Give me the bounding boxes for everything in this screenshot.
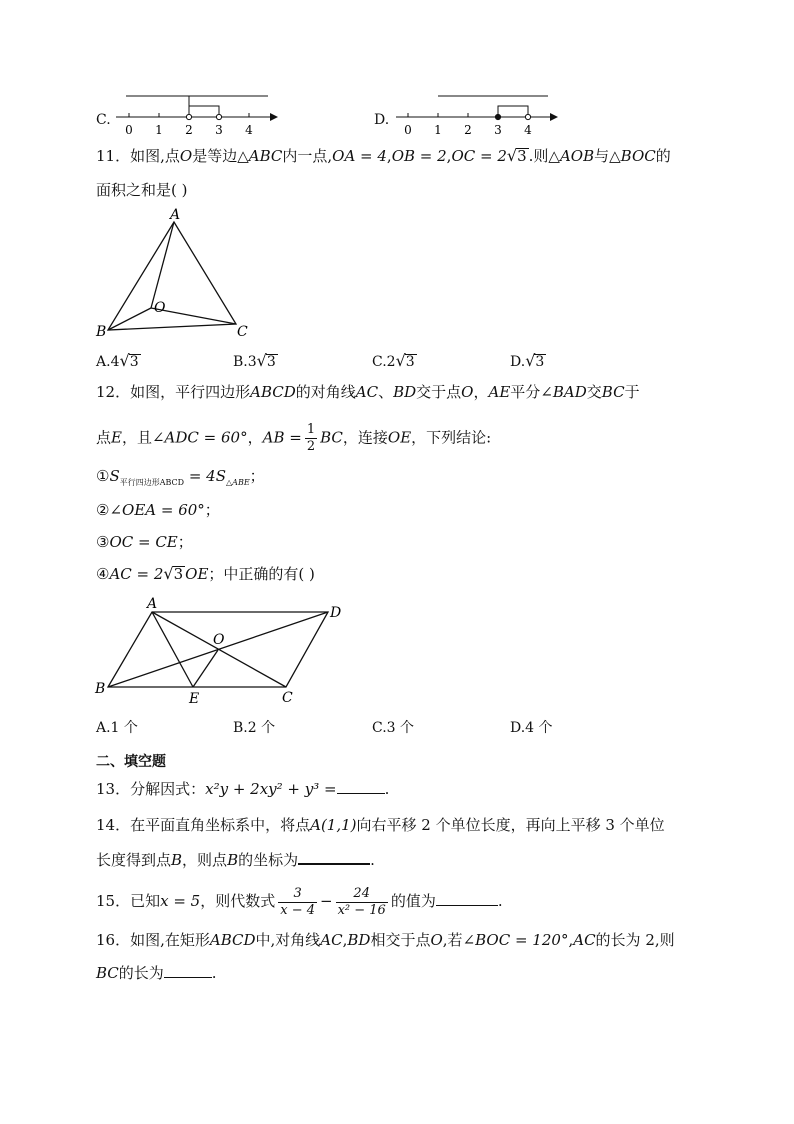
q14-number: 14． bbox=[96, 816, 131, 834]
q15-number: 15． bbox=[96, 892, 131, 910]
option-radicand: 3 bbox=[129, 354, 139, 370]
q16-text: 中,对角线 bbox=[255, 931, 321, 949]
tick-label: 1 bbox=[434, 123, 442, 137]
segment-ae: AE bbox=[488, 383, 511, 401]
q16-line1 bbox=[96, 930, 675, 950]
q15-text: 的值为 bbox=[390, 892, 436, 910]
q14-text: 的坐标为 bbox=[238, 851, 299, 869]
q12-conclusion-2 bbox=[96, 500, 220, 520]
point-b: B bbox=[227, 851, 239, 869]
punct: . bbox=[497, 892, 503, 910]
answer-blank[interactable] bbox=[436, 891, 498, 906]
q16-text: 如图,在矩形 bbox=[130, 931, 210, 949]
option-radicand: 3 bbox=[405, 354, 415, 370]
q12-option-b[interactable]: B.2 个 bbox=[233, 720, 276, 736]
q14-text: 向右平移 2 个单位长度，再向上平移 3 个单位 bbox=[356, 816, 665, 834]
q14-line2 bbox=[96, 849, 375, 870]
q12-figure bbox=[92, 595, 362, 707]
minus-sign: − bbox=[320, 892, 333, 910]
q12-text: 于 bbox=[624, 383, 640, 401]
answer-blank[interactable] bbox=[337, 779, 385, 794]
q12-conclusion-4: ④AC = 2√3 OE；中正确的有( ) bbox=[96, 564, 315, 583]
eq-oa: OA = 4 bbox=[332, 147, 387, 165]
numberline-d-label: D. bbox=[374, 112, 390, 128]
q12-line1 bbox=[96, 382, 640, 402]
angle-bad: ∠BAD bbox=[540, 383, 587, 401]
q11-text: .则 bbox=[528, 147, 549, 165]
q16-text: 相交于点 bbox=[370, 931, 431, 949]
vertex-c: C bbox=[282, 690, 293, 706]
oc-radicand: 3 bbox=[517, 147, 527, 165]
q13-expression: x²y + 2xy² + y³ = bbox=[205, 780, 337, 798]
q16-text: 的长为 2,则 bbox=[595, 931, 675, 949]
eq-ab: AB = bbox=[262, 428, 302, 447]
area-eq: = 4S bbox=[184, 467, 227, 485]
q11-option-a[interactable]: A.4√3 bbox=[96, 351, 139, 370]
q13-text: 分解因式： bbox=[130, 780, 206, 798]
q11-number: 11． bbox=[96, 147, 131, 165]
segment-ac: AC bbox=[355, 383, 379, 401]
eq-oc: OC = 2 bbox=[451, 147, 507, 165]
point-o: O bbox=[461, 383, 474, 401]
q14-line1 bbox=[96, 815, 665, 835]
q11-text: 的 bbox=[655, 147, 671, 165]
conclusion-text: AC = 2 bbox=[109, 565, 164, 583]
q12-prompt: ；中正确的有( ) bbox=[208, 565, 315, 583]
fraction-1: $\frac{3}{x - 4}$ bbox=[280, 885, 315, 918]
option-coef: 3 bbox=[247, 354, 257, 370]
q12-option-c[interactable]: C.3 个 bbox=[372, 720, 415, 736]
q12-text: 交于点 bbox=[416, 383, 462, 401]
punct: , bbox=[342, 931, 348, 949]
q12-text: ，且 bbox=[121, 428, 152, 447]
tick-label: 4 bbox=[524, 123, 532, 137]
q11-line2: 面积之和是( ) bbox=[96, 181, 188, 199]
q11-option-c[interactable]: C.2√3 bbox=[372, 351, 415, 370]
answer-blank[interactable] bbox=[164, 963, 212, 978]
q15-text: 已知 bbox=[130, 892, 161, 910]
vertex-b: B bbox=[95, 681, 106, 697]
q14-text: 在平面直角坐标系中，将点 bbox=[130, 816, 311, 834]
section-heading: 二、填空题 bbox=[96, 754, 166, 770]
option-coef: 4 bbox=[110, 354, 120, 370]
conclusion-text: ∠OEA = 60° bbox=[109, 501, 205, 519]
q12-option-d[interactable]: D.4 个 bbox=[510, 720, 553, 736]
numberline-d bbox=[374, 88, 564, 140]
tick-label: 1 bbox=[155, 123, 163, 137]
fraction-2: $\frac{24}{\text{x² − 16}}$ bbox=[337, 885, 386, 918]
punct: ； bbox=[204, 501, 220, 519]
vertex-a: A bbox=[170, 207, 181, 223]
segment-bd: BD bbox=[347, 931, 371, 949]
q12-number: 12． bbox=[96, 383, 131, 401]
answer-blank[interactable] bbox=[298, 849, 370, 865]
q11-text: 与 bbox=[594, 147, 610, 165]
numberline-d-graph bbox=[374, 88, 564, 140]
area-subscript: △ABE bbox=[226, 478, 250, 487]
punct: ； bbox=[177, 533, 193, 551]
segment-bd: BD bbox=[393, 383, 417, 401]
point-e: E bbox=[111, 428, 122, 447]
q12-text: 、 bbox=[378, 383, 394, 401]
q16-line2 bbox=[96, 963, 217, 983]
punct: . bbox=[384, 780, 390, 798]
point-o: O bbox=[430, 931, 443, 949]
q12-text: 平分 bbox=[510, 383, 541, 401]
punct: ； bbox=[249, 467, 265, 485]
segment-oe: OE bbox=[387, 428, 412, 447]
segment-bc: BC bbox=[320, 428, 343, 447]
option-radicand: 3 bbox=[266, 354, 276, 370]
parallelogram-abcd: ABCD bbox=[250, 383, 296, 401]
q12-text: 的对角线 bbox=[295, 383, 356, 401]
q16-text: 的长为 bbox=[118, 964, 164, 982]
q11-figure bbox=[92, 205, 262, 340]
segment-oe: OE bbox=[185, 565, 209, 583]
conclusion-text: OC = CE bbox=[109, 533, 178, 551]
tick-label: 4 bbox=[245, 123, 253, 137]
triangle-abc: △ABC bbox=[237, 147, 283, 165]
eq-ob: OB = 2 bbox=[391, 147, 447, 165]
q13-line bbox=[96, 779, 389, 799]
tick-label: 3 bbox=[215, 123, 223, 137]
vertex-a: A bbox=[147, 596, 158, 612]
q16-number: 16． bbox=[96, 931, 131, 949]
q11-text: 内一点, bbox=[282, 147, 333, 165]
option-coef: 2 bbox=[386, 354, 396, 370]
q14-text: ，则点 bbox=[182, 851, 228, 869]
numberline-c-graph bbox=[96, 88, 286, 140]
segment-bc: BC bbox=[96, 964, 119, 982]
q11-line1: 11．如图,点O是等边△ABC内一点,OA = 4,OB = 2,OC = 2√3 .则△AOB与△BOC的 bbox=[96, 146, 671, 165]
q12-conclusion-1 bbox=[96, 466, 265, 493]
tick-label: 0 bbox=[125, 123, 133, 137]
marker: ① bbox=[96, 467, 110, 485]
tick-label: 2 bbox=[464, 123, 472, 137]
tick-label: 3 bbox=[494, 123, 502, 137]
q15-line bbox=[96, 884, 503, 919]
radicand: 3 bbox=[173, 565, 184, 583]
segment-ac: AC bbox=[320, 931, 343, 949]
punct: . bbox=[211, 964, 217, 982]
option-radicand: 3 bbox=[535, 354, 545, 370]
vertex-b: B bbox=[96, 324, 107, 340]
angle-boc: ∠BOC = 120° bbox=[462, 931, 569, 949]
vertex-d: D bbox=[330, 605, 342, 621]
q12-text: 如图，平行四边形 bbox=[130, 383, 251, 401]
q13-number: 13． bbox=[96, 780, 131, 798]
vertex-c: C bbox=[237, 324, 248, 340]
q11-option-b[interactable]: B.3√3 bbox=[233, 351, 276, 370]
q11-text: 是等边 bbox=[192, 147, 238, 165]
q12-text: ， bbox=[473, 383, 489, 401]
q12-text: 交 bbox=[586, 383, 602, 401]
marker: ② bbox=[96, 501, 110, 519]
option-label: B. bbox=[233, 354, 248, 370]
q12-text: ，下列结论: bbox=[411, 428, 492, 447]
q12-text: ，连接 bbox=[342, 428, 388, 447]
point-a: A(1,1) bbox=[310, 816, 357, 834]
area-symbol: S bbox=[109, 467, 120, 485]
fraction-half: $\frac{1}{2}$ bbox=[306, 422, 316, 454]
point-o: O bbox=[213, 632, 225, 648]
area-subscript: 平行四边形ABCD bbox=[119, 478, 185, 487]
numberline-c-label: C. bbox=[96, 112, 111, 128]
q12-text: 点 bbox=[96, 428, 112, 447]
triangle-aob: △AOB bbox=[548, 147, 595, 165]
q14-text: 长度得到点 bbox=[96, 851, 172, 869]
marker: ③ bbox=[96, 533, 110, 551]
q11-text: 如图,点 bbox=[130, 147, 180, 165]
numberline-c bbox=[96, 88, 286, 140]
tick-label: 0 bbox=[404, 123, 412, 137]
point-e: E bbox=[189, 691, 200, 707]
q12-option-a[interactable]: A.1 个 bbox=[96, 720, 138, 736]
q12-text: ， bbox=[247, 428, 263, 447]
eq-x: x = 5 bbox=[160, 892, 201, 910]
segment-bc: BC bbox=[601, 383, 625, 401]
q16-text: ,若 bbox=[442, 931, 463, 949]
segment-ac: AC bbox=[573, 931, 596, 949]
option-label: C. bbox=[372, 354, 387, 370]
rectangle-abcd: ABCD bbox=[209, 931, 256, 949]
punct: . bbox=[370, 851, 375, 869]
angle-adc: ∠ADC = 60° bbox=[151, 428, 248, 447]
triangle-boc: △BOC bbox=[609, 147, 656, 165]
option-label: A. bbox=[96, 354, 111, 370]
q12-line2 bbox=[96, 422, 491, 455]
q11-option-d[interactable]: D.√3 bbox=[510, 351, 545, 370]
point-o: O bbox=[179, 147, 193, 165]
q15-text: ，则代数式 bbox=[200, 892, 276, 910]
punct: , bbox=[568, 931, 574, 949]
marker: ④ bbox=[96, 565, 110, 583]
tick-label: 2 bbox=[185, 123, 193, 137]
q12-conclusion-3 bbox=[96, 532, 193, 552]
point-b: B bbox=[171, 851, 183, 869]
option-label: D. bbox=[510, 354, 526, 370]
point-o: O bbox=[154, 300, 166, 316]
